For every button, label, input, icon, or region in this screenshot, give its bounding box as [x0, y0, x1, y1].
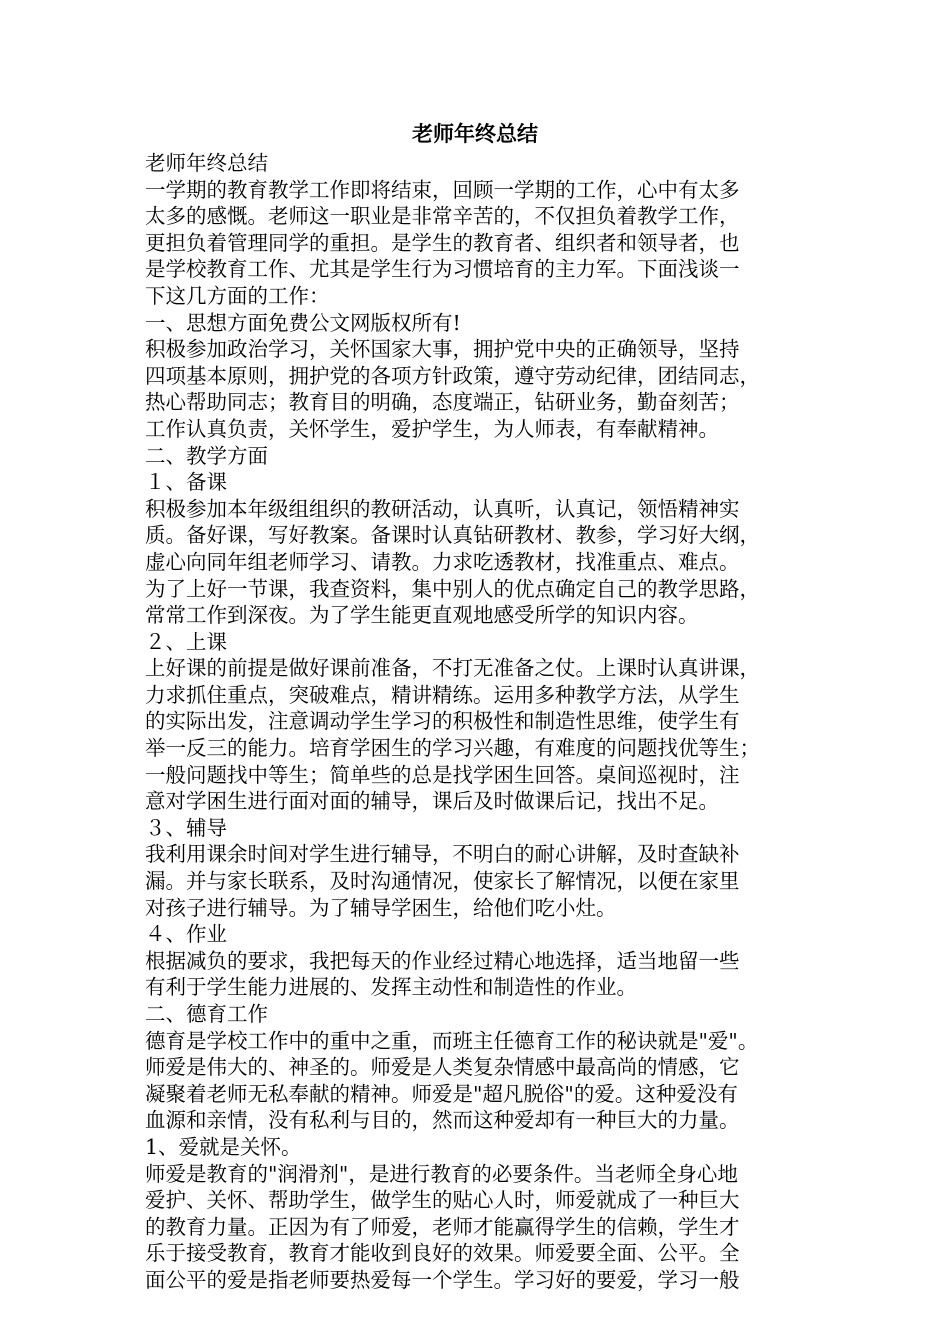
text-line: ３、辅导 — [145, 815, 227, 840]
text-line: 一学期的教育教学工作即将结束，回顾一学期的工作，心中有太多 — [145, 177, 740, 202]
text-line: 更担负着管理同学的重担。是学生的教育者、组织者和领导者，也 — [145, 230, 740, 255]
text-line: 血源和亲情，没有私利与目的，然而这种爱却有一种巨大的力量。 — [145, 1108, 740, 1133]
text-line: 常常工作到深夜。为了学生能更直观地感受所学的知识内容。 — [145, 603, 699, 628]
text-line: 为了上好一节课，我查资料，集中别人的优点确定自己的教学思路， — [145, 576, 760, 601]
text-line: ４、作业 — [145, 922, 227, 947]
text-line: 意对学困生进行面对面的辅导，课后及时做课后记，找出不足。 — [145, 789, 719, 814]
text-line: 二、德育工作 — [145, 1002, 268, 1026]
text-line: 虚心向同年组老师学习、请教。力求吃透教材，找准重点、难点。 — [145, 549, 740, 574]
text-line: 乐于接受教育，教育才能收到良好的效果。师爱要全面、公平。全 — [145, 1241, 740, 1266]
text-line: 下这几方面的工作： — [145, 283, 330, 308]
text-line: 力求抓住重点，突破难点，精讲精练。运用多种教学方法，从学生 — [145, 682, 740, 707]
text-line: １、备课 — [145, 470, 227, 495]
text-line: 1、爱就是关怀。 — [145, 1134, 302, 1159]
text-line: 举一反三的能力。培育学困生的学习兴趣，有难度的问题找优等生； — [145, 736, 760, 761]
text-line: 四项基本原则，拥护党的各项方针政策，遵守劳动纪律，团结同志， — [145, 363, 760, 388]
text-line: 师爱是伟大的、神圣的。师爱是人类复杂情感中最高尚的情感，它 — [145, 1055, 740, 1080]
text-line: 德育是学校工作中的重中之重，而班主任德育工作的秘诀就是"爱"。 — [145, 1028, 759, 1053]
text-line: 是学校教育工作、尤其是学生行为习惯培育的主力军。下面浅谈一 — [145, 257, 740, 282]
text-line: 上好课的前提是做好课前准备，不打无准备之仗。上课时认真讲课， — [145, 656, 760, 681]
text-line: 热心帮助同志；教育目的明确，态度端正，钻研业务，勤奋刻苦； — [145, 390, 740, 415]
text-line: 工作认真负责，关怀学生，爱护学生，为人师表，有奉献精神。 — [145, 416, 719, 441]
text-line: 老师年终总结 — [145, 151, 268, 175]
text-line: 太多的感慨。老师这一职业是非常辛苦的，不仅担负着教学工作， — [145, 204, 740, 229]
text-line: 面公平的爱是指老师要热爱每一个学生。学习好的要爱，学习一般 — [145, 1267, 740, 1292]
text-line: 对孩子进行辅导。为了辅导学困生，给他们吃小灶。 — [145, 895, 617, 920]
text-line: 有利于学生能力进展的、发挥主动性和制造性的作业。 — [145, 975, 637, 1000]
text-line: 爱护、关怀、帮助学生，做学生的贴心人时，师爱就成了一种巨大 — [145, 1188, 740, 1213]
text-line: 师爱是教育的"润滑剂"，是进行教育的必要条件。当老师全身心地 — [145, 1161, 738, 1186]
text-line: 的教育力量。正因为有了师爱，老师才能赢得学生的信赖，学生才 — [145, 1214, 740, 1239]
text-line: 积极参加本年级组组织的教研活动，认真听，认真记，领悟精神实 — [145, 496, 740, 521]
text-line: 积极参加政治学习，关怀国家大事，拥护党中央的正确领导，坚持 — [145, 337, 740, 362]
text-line: 二、教学方面 — [145, 443, 268, 468]
text-line: ２、上课 — [145, 629, 227, 654]
document-body — [145, 150, 805, 1294]
text-line: 一般问题找中等生；简单些的总是找学困生回答。桌间巡视时，注 — [145, 762, 740, 787]
text-line: 凝聚着老师无私奉献的精神。师爱是"超凡脱俗"的爱。这种爱没有 — [145, 1081, 738, 1106]
text-line: 漏。并与家长联系，及时沟通情况，使家长了解情况，以便在家里 — [145, 869, 740, 894]
text-line: 根据减负的要求，我把每天的作业经过精心地选择，适当地留一些 — [145, 948, 740, 973]
text-line: 的实际出发，注意调动学生学习的积极性和制造性思维，使学生有 — [145, 709, 740, 734]
document-title: 老师年终总结 — [412, 122, 538, 146]
text-line: 我利用课余时间对学生进行辅导，不明白的耐心讲解，及时查缺补 — [145, 842, 740, 867]
text-line: 质。备好课，写好教案。备课时认真钻研教材、教参，学习好大纲， — [145, 523, 760, 548]
text-line: 一、思想方面免费公文网版权所有! — [145, 310, 461, 335]
